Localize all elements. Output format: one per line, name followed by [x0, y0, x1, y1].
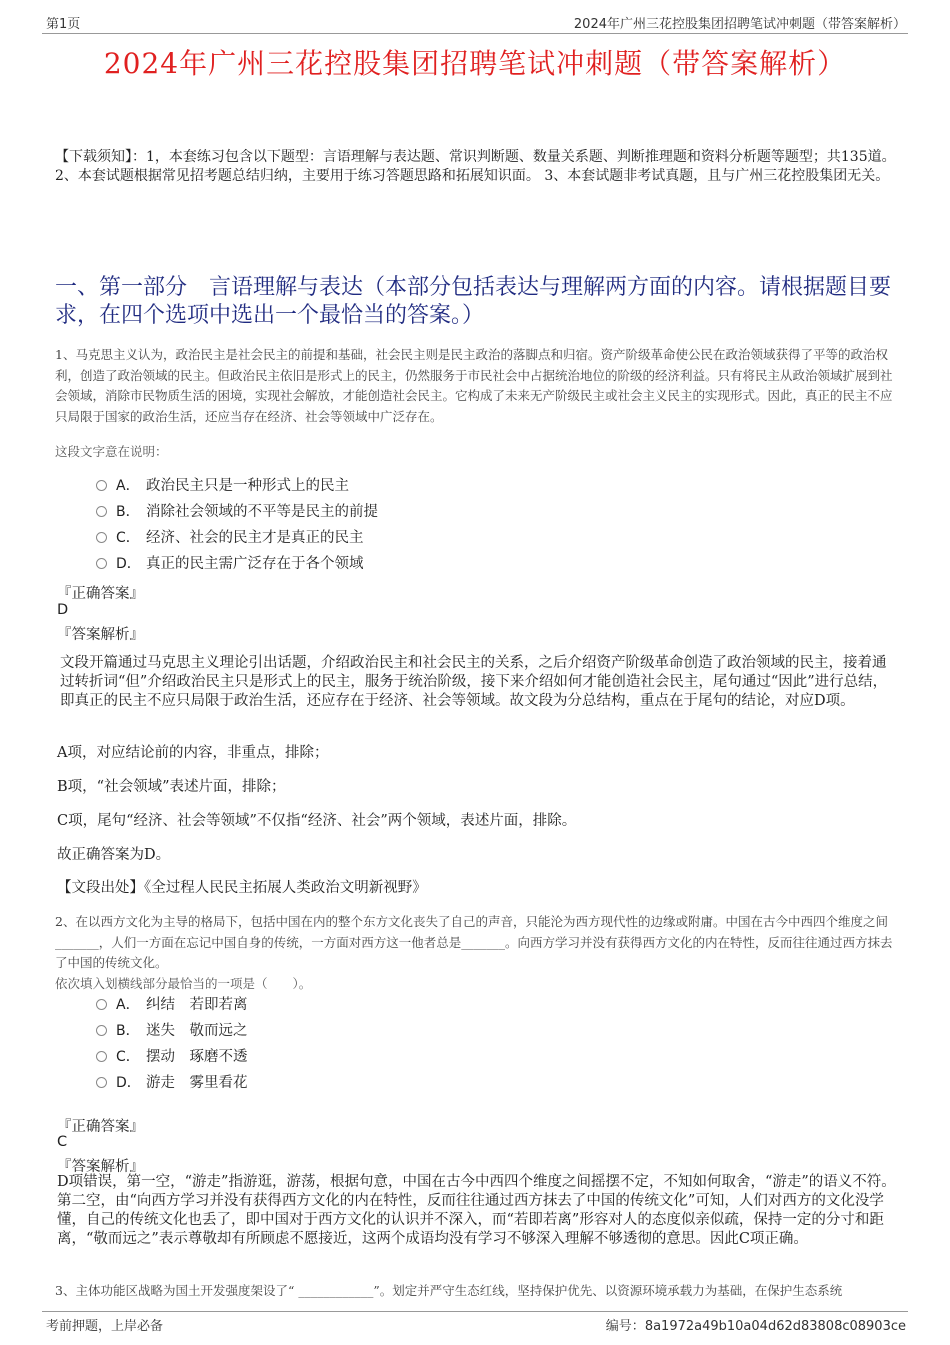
q2-option-b[interactable]: B． 迷失 敬而远之	[96, 1019, 248, 1043]
footer-code-value: 8a1972a49b10a04d62d83808c08903ce	[644, 1319, 906, 1334]
radio-icon[interactable]	[96, 480, 107, 491]
q1-source: 【文段出处】《全过程人民民主拓展人类政治文明新视野》	[57, 880, 427, 896]
header-divider	[42, 33, 908, 34]
q1-analysis: 文段开篇通过马克思主义理论引出话题，介绍政治民主和社会民主的关系，之后介绍资产阶级革命创造了政治领域的民主，接着通过转折词“但”介绍政治民主只是形式上的民主，服务于统治阶级，接下来介绍如何才能创造社会民主，尾句通过“因此”进行总结，即真正的民主不应只局限于政治生活，还应存在于经济、社会等领域。故文段为分总结构，重点在于尾句的结论，对应D项。	[60, 655, 888, 709]
footer-code	[606, 1315, 906, 1334]
q1-option-d[interactable]: D． 真正的民主需广泛存在于各个领域	[96, 552, 378, 576]
header-doc-title: 2024年广州三花控股集团招聘笔试冲刺题（带答案解析）	[573, 17, 906, 32]
footer-code-label: 编号：	[605, 1319, 645, 1334]
footer-slogan: 考前押题，上岸必备	[46, 1319, 164, 1334]
page-number: 第1页	[46, 17, 81, 32]
q1-stem: 1、马克思主义认为，政治民主是社会民主的前提和基础，社会民主则是民主政治的落脚点和归宿。资产阶级革命使公民在政治领域获得了平等的政治权利，创造了政治领域的民主。但政治民主依旧是形式上的民主，仍然服务于市民社会中占据统治地位的阶级的经济利益。只有将民主从政治领域扩展到社会领域，消除市民物质生活的困境，实现社会解放，才能创造社会民主。它构成了未来无产阶级民主或社会主义民主的实现形式。因此，真正的民主不应只局限于国家的政治生活，还应当存在经济、社会等领域中广泛存在。	[55, 347, 893, 424]
radio-icon[interactable]	[96, 532, 107, 543]
q1-answer: D	[57, 602, 69, 618]
q1-option-b[interactable]: B． 消除社会领域的不平等是民主的前提	[96, 500, 378, 524]
q2-analysis: D项错误，第一空，“游走”指游逛，游荡，根据句意，中国在古今中西四个维度之间摇摆不定，不知如何取舍，“游走”的语义不符。第二空，由“向西方学习并没有获得西方文化的内在特性，反而往往通过西方抹去了中国的传统文化”可知，人们对西方的文化没学懂，自己的传统文化也丢了，即中国对于西方文化的认识并不深入，而“若即若离”形容对人的态度似亲似疏，保持一定的分寸和距离，“敬而远之”表示尊敬却有所顾虑不愿接近，这两个成语均没有学习不够深入理解不够透彻的意思。因此C项正确。	[57, 1174, 896, 1247]
radio-icon[interactable]	[96, 1077, 107, 1088]
radio-icon[interactable]	[96, 558, 107, 569]
radio-icon[interactable]	[96, 1025, 107, 1036]
q2-stem: 2、在以西方文化为主导的格局下，包括中国在内的整个东方文化丧失了自己的声音，只能沦为西方现代性的边缘或附庸。中国在古今中西四个维度之间_______，人们一方面在忘记中国自身的传统，一方面对西方这一他者总是_______。向西方学习并没有获得西方文化的内在特性，反而往往通过西方抹去了中国的传统文化。	[55, 914, 893, 970]
q2-prompt: 依次填入划横线部分最恰当的一项是（ ）。	[55, 976, 312, 991]
q2-answer-label: 『正确答案』	[57, 1119, 144, 1135]
radio-icon[interactable]	[96, 1051, 107, 1062]
q1-analysis-c: C项，尾句“经济、社会等领域”不仅指“经济、社会”两个领域，表述片面，排除。	[57, 813, 577, 829]
q1-option-c[interactable]: C． 经济、社会的民主才是真正的民主	[96, 526, 378, 550]
q1-analysis-a: A项，对应结论前的内容，非重点，排除；	[57, 745, 329, 761]
q1-prompt: 这段文字意在说明：	[55, 444, 168, 459]
q3-stem: 3、主体功能区战略为国土开发强度架设了“ ____________”。划定并严守生态红线，坚持保护优先、以资源环境承载力为基础，在保护生态系统	[55, 1283, 843, 1298]
q1-conclusion: 故正确答案为D。	[57, 847, 171, 863]
footer-divider	[42, 1311, 908, 1312]
q2-option-d[interactable]: D． 游走 雾里看花	[96, 1071, 248, 1095]
q1-options	[96, 474, 378, 576]
q1-answer-label: 『正确答案』	[57, 586, 144, 602]
q2-option-a[interactable]: A． 纠结 若即若离	[96, 993, 248, 1017]
page-title: 2024年广州三花控股集团招聘笔试冲刺题（带答案解析）	[103, 47, 847, 80]
download-notice: 【下载须知】：1，本套练习包含以下题型：言语理解与表达题、常识判断题、数量关系题、判断推理题和资料分析题等题型；共135道。 2、本套试题根据常见招考题总结归纳，主要用于练习答题思路和拓展知识面。 3、本套试题非考试真题，且与广州三花控股集团无关。	[55, 149, 896, 184]
q2-options	[96, 993, 248, 1095]
q1-analysis-b: B项，“社会领域”表述片面，排除；	[57, 779, 286, 795]
q2-analysis-label: 『答案解析』	[57, 1159, 144, 1175]
radio-icon[interactable]	[96, 999, 107, 1010]
q2-answer: C	[57, 1134, 68, 1150]
q2-option-c[interactable]: C． 摆动 琢磨不透	[96, 1045, 248, 1069]
radio-icon[interactable]	[96, 506, 107, 517]
q1-option-a[interactable]: A． 政治民主只是一种形式上的民主	[96, 474, 378, 498]
q1-analysis-label: 『答案解析』	[57, 627, 144, 643]
section-heading: 一、第一部分 言语理解与表达（本部分包括表达与理解两方面的内容。请根据题目要求，在四个选项中选出一个最恰当的答案。）	[55, 275, 892, 328]
